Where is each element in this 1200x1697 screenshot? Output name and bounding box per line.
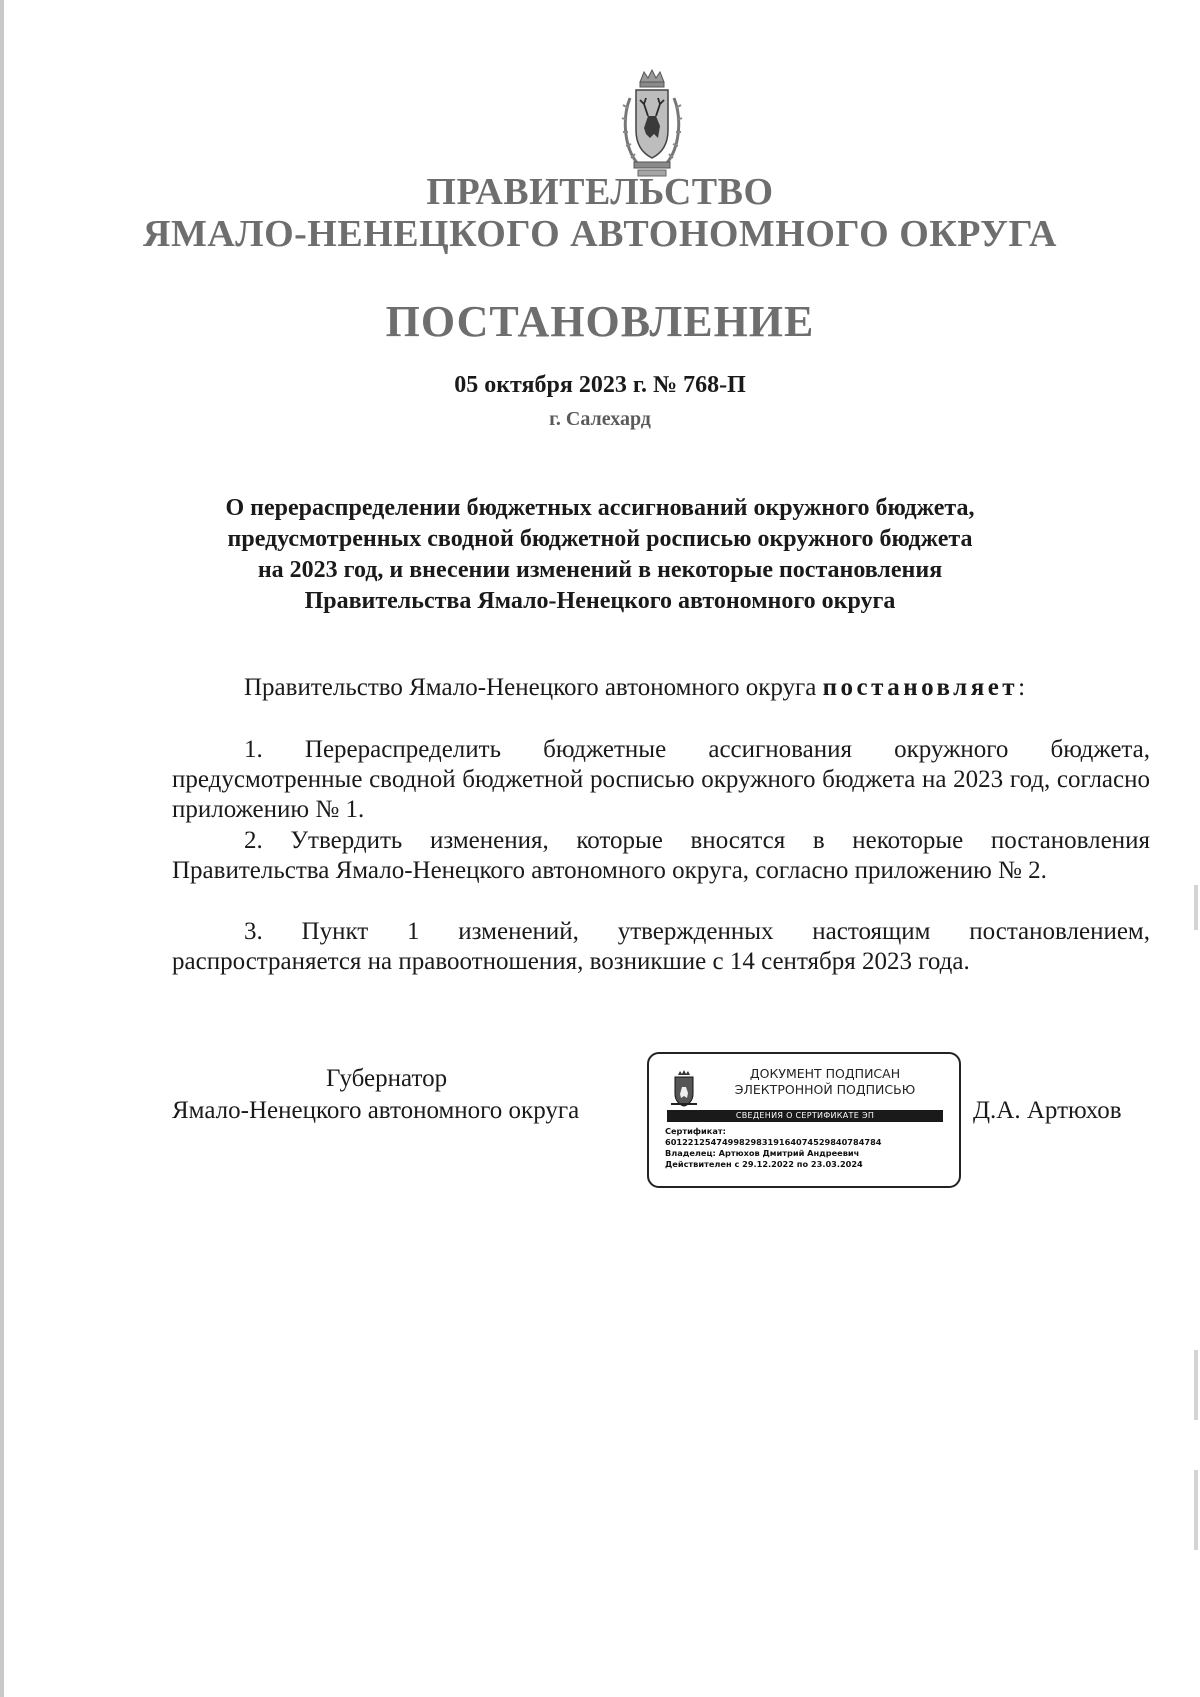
- preamble-text: Правительство Ямало-Ненецкого автономного округа: [244, 674, 817, 701]
- government-name-line2: ЯМАЛО-НЕНЕЦКОГО АВТОНОМНОГО ОКРУГА: [143, 213, 1057, 255]
- document-subject: [0, 493, 1200, 617]
- document-type: ПОСТАНОВЛЕНИЕ: [385, 297, 815, 346]
- signer-title-line2: Ямало-Ненецкого автономного округа: [172, 1097, 580, 1124]
- paragraph-1: 1. Перераспределить бюджетные ассигнования окружного бюджета, предусмотренные сводной бюджетной росписью окружного бюджета на 2023 год, согласно приложению № 1.: [172, 736, 1150, 823]
- subject-line: Правительства Ямало-Ненецкого автономного округа: [304, 588, 896, 614]
- document-city: г. Салехард: [549, 408, 651, 430]
- preamble: [172, 673, 1150, 703]
- electronic-signature-stamp: [647, 1052, 961, 1188]
- preamble-verb: постановляет: [822, 674, 1019, 701]
- signer-name: Д.А. Артюхов: [973, 1097, 1122, 1124]
- stamp-emblem-icon: [669, 1070, 699, 1108]
- certificate-validity: Действителен с 29.12.2022 по 23.03.2024: [665, 1159, 863, 1169]
- document-date-number: 05 октября 2023 г. № 768-П: [454, 372, 746, 398]
- government-name-line1: ПРАВИТЕЛЬСТВО: [426, 171, 774, 213]
- stamp-header-line2: ЭЛЕКТРОННОЙ ПОДПИСЬЮ: [734, 1082, 916, 1097]
- stamp-certificate-bar: СВЕДЕНИЯ О СЕРТИФИКАТЕ ЭП: [667, 1110, 943, 1122]
- stamp-header: [707, 1066, 943, 1098]
- preamble-colon: :: [1018, 674, 1026, 701]
- subject-line: предусмотренных сводной бюджетной росписью окружного бюджета: [227, 526, 973, 552]
- signer-title-line1: Губернатор: [326, 1065, 448, 1092]
- scan-mark: [1194, 1350, 1198, 1420]
- certificate-owner: Владелец: Артюхов Дмитрий Андреевич: [665, 1148, 860, 1158]
- stamp-header-line1: ДОКУМЕНТ ПОДПИСАН: [749, 1066, 901, 1081]
- scan-mark: [1194, 885, 1198, 930]
- subject-line: на 2023 год, и внесении изменений в некоторые постановления: [257, 557, 943, 583]
- scan-mark: [1194, 1470, 1198, 1550]
- certificate-label: Сертификат:: [665, 1126, 726, 1136]
- paragraph-2: 2. Утвердить изменения, которые вносятся в некоторые постановления Правительства Ямало-Ненецкого автономного округа, согласно приложению № 2.: [172, 827, 1150, 884]
- stamp-details: [665, 1126, 949, 1170]
- subject-line: О перераспределении бюджетных ассигнований окружного бюджета,: [225, 495, 975, 521]
- coat-of-arms-emblem: [620, 68, 684, 180]
- paragraph-3: 3. Пункт 1 изменений, утвержденных настоящим постановлением, распространяется на правоотношения, возникшие с 14 сентября 2023 года.: [172, 918, 1150, 975]
- certificate-number: 601221254749982983191640745298407847​84: [665, 1137, 882, 1147]
